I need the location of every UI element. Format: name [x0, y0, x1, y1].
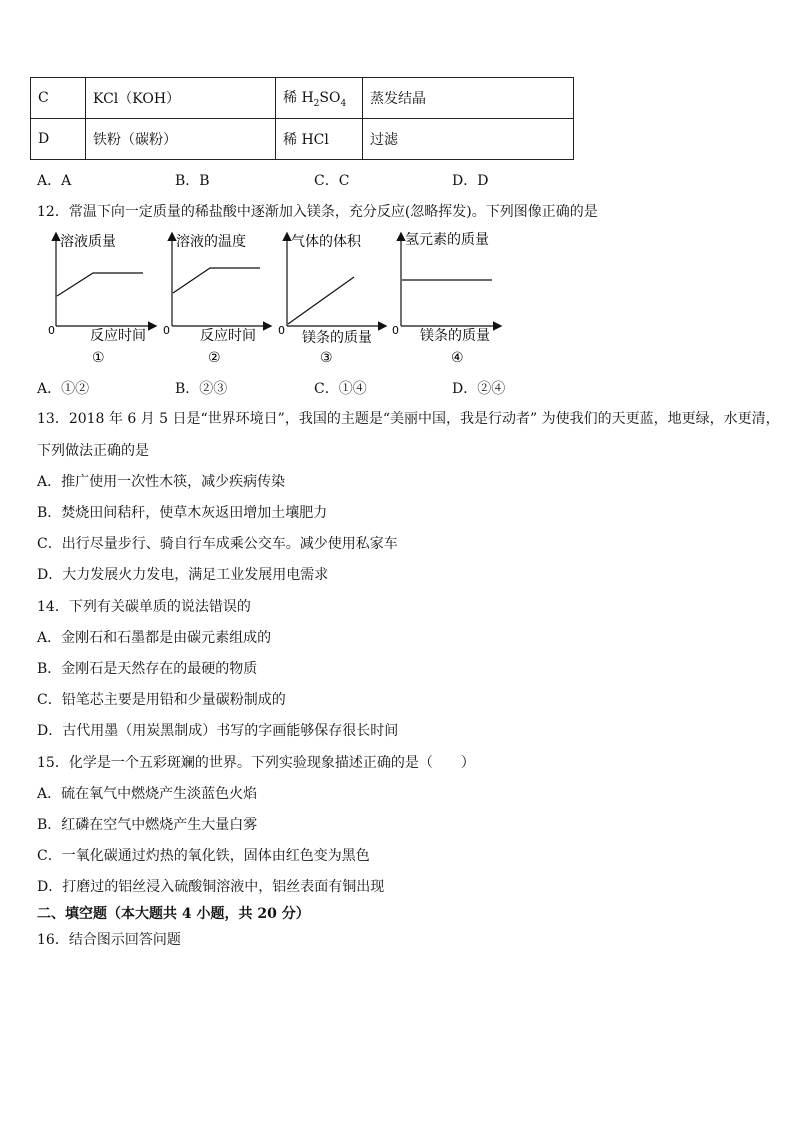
choice-d[interactable]: D．D	[452, 173, 489, 189]
q12-graphs	[40, 226, 520, 371]
q13-option-d[interactable]: D．大力发展火力发电，满足工业发展用电需求	[37, 567, 329, 583]
x-label: 镁条的质量	[302, 330, 372, 346]
x-label: 反应时间	[200, 328, 256, 344]
graph-4	[392, 232, 500, 366]
origin-label: 0	[48, 324, 55, 337]
method-cell: 过滤	[363, 119, 574, 160]
x-label: 反应时间	[90, 328, 146, 344]
choice-a[interactable]: A．①②	[37, 381, 90, 397]
q13-option-b[interactable]: B．焚烧田间秸秆，使草木灰返田增加土壤肥力	[37, 505, 328, 521]
graph-2	[163, 233, 270, 366]
q13-option-c[interactable]: C．出行尽量步行、骑自行车成乘公交车。减少使用私家车	[37, 536, 398, 552]
origin-label: 0	[163, 324, 170, 337]
origin-label: 0	[392, 324, 399, 337]
x-label: 镁条的质量	[420, 328, 490, 344]
q14-stem: 14．下列有关碳单质的说法错误的	[37, 599, 251, 615]
reagent-cell: 稀 $H_2SO_4$	[276, 78, 363, 119]
q14-option-b[interactable]: B．金刚石是天然存在的最硬的物质	[37, 661, 258, 677]
q13-option-a[interactable]: A．推广使用一次性木筷，减少疾病传染	[37, 474, 286, 490]
q15-option-a[interactable]: A．硫在氧气中燃烧产生淡蓝色火焰	[37, 786, 258, 802]
q13-stem-line2: 下列做法正确的是	[37, 443, 149, 459]
table-row	[31, 78, 574, 119]
data-line	[173, 268, 260, 293]
graph-1	[48, 233, 155, 366]
data-line	[288, 277, 354, 324]
options-table	[30, 77, 574, 160]
q13-stem-line1: 13．2018 年 6 月 5 日是“世界环境日”，我国的主题是“美丽中国，我是行动者” 为使我们的天更蓝，地更绿，水更清，	[37, 411, 780, 427]
choice-c[interactable]: C．①④	[314, 381, 367, 397]
choice-d[interactable]: D．②④	[452, 381, 506, 397]
graph-number: ②	[208, 350, 221, 366]
data-line	[57, 273, 143, 296]
q14-option-c[interactable]: C．铅笔芯主要是用铅和少量碳粉制成的	[37, 692, 286, 708]
choice-b[interactable]: B．B	[175, 173, 210, 189]
q15-option-c[interactable]: C．一氧化碳通过灼热的氧化铁，固体由红色变为黑色	[37, 848, 370, 864]
substance-cell: 铁粉（碳粉）	[86, 119, 276, 160]
q16-stem: 16．结合图示回答问题	[37, 932, 181, 948]
graph-3	[278, 233, 385, 366]
q15-option-b[interactable]: B．红磷在空气中燃烧产生大量白雾	[37, 817, 258, 833]
q14-option-d[interactable]: D．古代用墨（用炭黑制成）书写的字画能够保存很长时间	[37, 723, 399, 739]
method-cell: 蒸发结晶	[363, 78, 574, 119]
y-label: 氢元素的质量	[405, 232, 489, 248]
q15-option-d[interactable]: D．打磨过的铝丝浸入硫酸铜溶液中，铝丝表面有铜出现	[37, 879, 385, 895]
origin-label: 0	[278, 324, 285, 337]
graph-number: ①	[92, 350, 105, 366]
q14-option-a[interactable]: A．金刚石和石墨都是由碳元素组成的	[37, 630, 272, 646]
row-label: C	[31, 78, 86, 119]
table-row	[31, 119, 574, 160]
reagent-cell: 稀 HCl	[276, 119, 363, 160]
y-label: 溶液的温度	[176, 234, 246, 250]
y-label: 溶液质量	[60, 234, 116, 250]
choice-b[interactable]: B．②③	[175, 381, 228, 397]
row-label: D	[31, 119, 86, 160]
choice-c[interactable]: C．C	[314, 173, 350, 189]
y-label: 气体的体积	[291, 234, 361, 250]
section-heading: 二、填空题（本大题共 4 小题，共 20 分）	[37, 906, 310, 922]
q15-stem: 15．化学是一个五彩斑斓的世界。下列实验现象描述正确的是（ ）	[37, 755, 475, 771]
choice-a[interactable]: A．A	[37, 173, 72, 189]
substance-cell: KCl（KOH）	[86, 78, 276, 119]
graph-number: ③	[320, 350, 333, 366]
graph-number: ④	[451, 350, 464, 366]
q12-stem: 12．常温下向一定质量的稀盐酸中逐渐加入镁条，充分反应(忽略挥发)。下列图像正确的是	[37, 204, 598, 220]
